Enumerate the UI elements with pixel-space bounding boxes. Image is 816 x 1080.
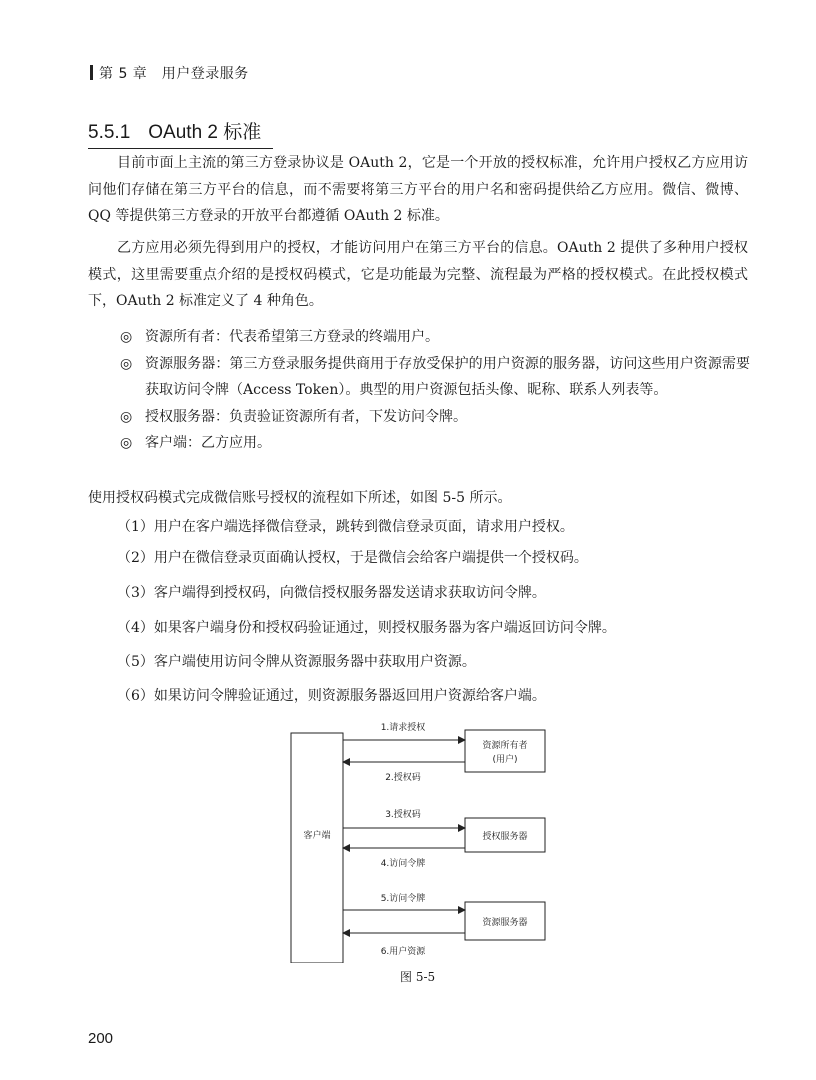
resource-owner-label: 资源所有者 (482, 741, 528, 751)
step-3: （3）客户端得到授权码，向微信授权服务器发送请求获取访问令牌。 (117, 585, 546, 601)
bullet-icon: ◎ (120, 329, 133, 345)
arrow-1-label: 1.请求授权 (380, 723, 426, 733)
list-item: ◎ 客户端：乙方应用。 (120, 430, 750, 457)
page-number: 200 (88, 1030, 114, 1047)
paragraph-2: 乙方应用必须先得到用户的授权，才能访问用户在第三方平台的信息。OAuth 2 提供了多种用户授权模式，这里需要重点介绍的是授权码模式，它是功能最为完整、流程最为严格的授权模式。在此授权模式下，OAuth 2 标准定义了 4 种角色。 (88, 240, 748, 309)
resource-server-label: 资源服务器 (482, 918, 528, 928)
role-list (120, 324, 750, 457)
arrow-6-label: 6.用户资源 (380, 947, 426, 957)
bullet-icon: ◎ (120, 435, 133, 451)
step-4: （4）如果客户端身份和授权码验证通过，则授权服务器为客户端返回访问令牌。 (117, 620, 616, 636)
header-text: 第 5 章 用户登录服务 (99, 66, 249, 82)
arrow-4-label: 4.访问令牌 (380, 859, 426, 869)
figure-caption: 图 5-5 (400, 970, 436, 984)
header-bar (90, 65, 93, 80)
section-heading (88, 117, 273, 149)
auth-server-label: 授权服务器 (482, 832, 528, 842)
resource-owner-box (465, 730, 545, 772)
section-number: 5.5.1 (88, 122, 131, 143)
step-5: （5）客户端使用访问令牌从资源服务器中获取用户资源。 (117, 654, 476, 670)
list-item: ◎ 授权服务器：负责验证资源所有者，下发访问令牌。 (120, 404, 750, 431)
arrow-3-label: 3.授权码 (385, 810, 421, 820)
flow-intro: 使用授权码模式完成微信账号授权的流程如下所述，如图 5-5 所示。 (88, 490, 512, 506)
oauth-flow-diagram (285, 718, 555, 963)
step-2: （2）用户在微信登录页面确认授权，于是微信会给客户端提供一个授权码。 (117, 550, 588, 566)
bullet-icon: ◎ (120, 355, 133, 372)
arrow-2-label: 2.授权码 (385, 773, 421, 783)
arrow-5-label: 5.访问令牌 (380, 894, 426, 904)
bullet-icon: ◎ (120, 408, 133, 425)
step-1: （1）用户在客户端选择微信登录，跳转到微信登录页面，请求用户授权。 (117, 519, 574, 535)
paragraph-1: 目前市面上主流的第三方登录协议是 OAuth 2，它是一个开放的授权标准，允许用户授权乙方应用访问他们存储在第三方平台的信息，而不需要将第三方平台的用户名和密码提供给乙方应用。微信、微博、QQ 等提供第三方登录的开放平台都遵循 OAuth 2 标准。 (88, 155, 748, 224)
list-item: ◎ 资源所有者：代表希望第三方登录的终端用户。 (120, 324, 750, 351)
resource-owner-sublabel: (用户) (492, 755, 518, 765)
step-6: （6）如果访问令牌验证通过，则资源服务器返回用户资源给客户端。 (117, 688, 546, 704)
list-item: ◎ 资源服务器：第三方登录服务提供商用于存放受保护的用户资源的服务器，访问这些用户资源需要获取访问令牌（Access Token）。典型的用户资源包括头像、昵称、联系人列表等。 (120, 351, 750, 404)
running-header (90, 63, 249, 83)
section-title: OAuth 2 标准 (148, 122, 262, 143)
client-box (291, 733, 343, 963)
client-label: 客户端 (303, 831, 331, 841)
